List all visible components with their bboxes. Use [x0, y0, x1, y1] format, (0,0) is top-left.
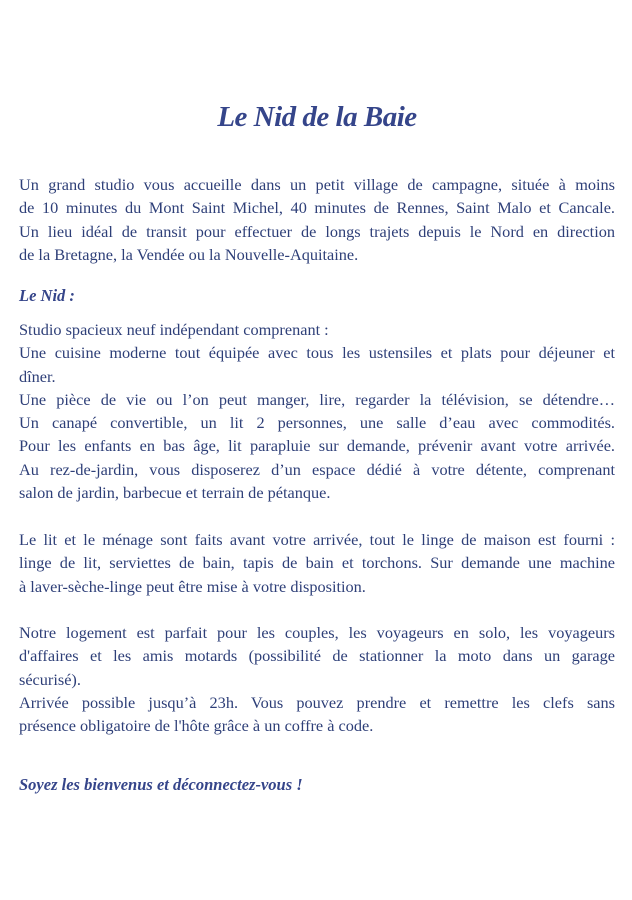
intro-paragraph — [19, 173, 615, 266]
nid-line: Un canapé convertible, un lit 2 personnes, une salle d’eau avec commodités. — [19, 413, 615, 433]
nid-line: dîner. — [19, 366, 56, 386]
nid-heading: Le Nid : — [19, 286, 75, 305]
guests-line: Notre logement est parfait pour les couples, les voyageurs en solo, les voyageurs — [19, 623, 615, 642]
guests-line: d'affaires et les amis motards (possibilité de stationner la moto dans un garage — [19, 646, 615, 666]
intro-line: de la Bretagne, la Vendée ou la Nouvelle-Aquitaine. — [19, 244, 359, 264]
guests-line: présence obligatoire de l'hôte grâce à un coffre à code. — [19, 716, 374, 736]
nid-line: Pour les enfants en bas âge, lit parapluie sur demande, prévenir avant votre arrivée. — [19, 436, 615, 456]
nid-line: Studio spacieux neuf indépendant comprenant : — [19, 320, 329, 339]
intro-line: de 10 minutes du Mont Saint Michel, 40 minutes de Rennes, Saint Malo et Cancale. — [19, 198, 615, 218]
linen-line: Le lit et le ménage sont faits avant votre arrivée, tout le linge de maison est fourni : — [19, 530, 615, 549]
nid-description-paragraph — [19, 318, 615, 504]
intro-line: Un lieu idéal de transit pour effectuer de longs trajets depuis le Nord en direction — [19, 221, 615, 241]
nid-line: Une pièce de vie ou l’on peut manger, lire, regarder la télévision, se détendre… — [19, 389, 615, 409]
linen-line: linge de lit, serviettes de bain, tapis de bain et torchons. Sur demande une machine — [19, 553, 615, 573]
guests-paragraph — [19, 621, 615, 737]
guests-line: Arrivée possible jusqu’à 23h. Vous pouvez prendre et remettre les clefs sans — [19, 692, 615, 712]
closing-line: Soyez les bienvenus et déconnectez-vous ! — [19, 775, 303, 794]
linen-line: à laver-sèche-linge peut être mise à votre disposition. — [19, 576, 366, 596]
linen-paragraph — [19, 528, 615, 598]
nid-line: salon de jardin, barbecue et terrain de pétanque. — [19, 483, 331, 503]
page-title: Le Nid de la Baie — [217, 101, 417, 133]
guests-line: sécurisé). — [19, 669, 81, 689]
intro-line: Un grand studio vous accueille dans un petit village de campagne, située à moins — [19, 175, 615, 194]
nid-line: Au rez-de-jardin, vous disposerez d’un espace dédié à votre détente, comprenant — [19, 459, 615, 479]
nid-line: Une cuisine moderne tout équipée avec tous les ustensiles et plats pour déjeuner et — [19, 343, 615, 363]
